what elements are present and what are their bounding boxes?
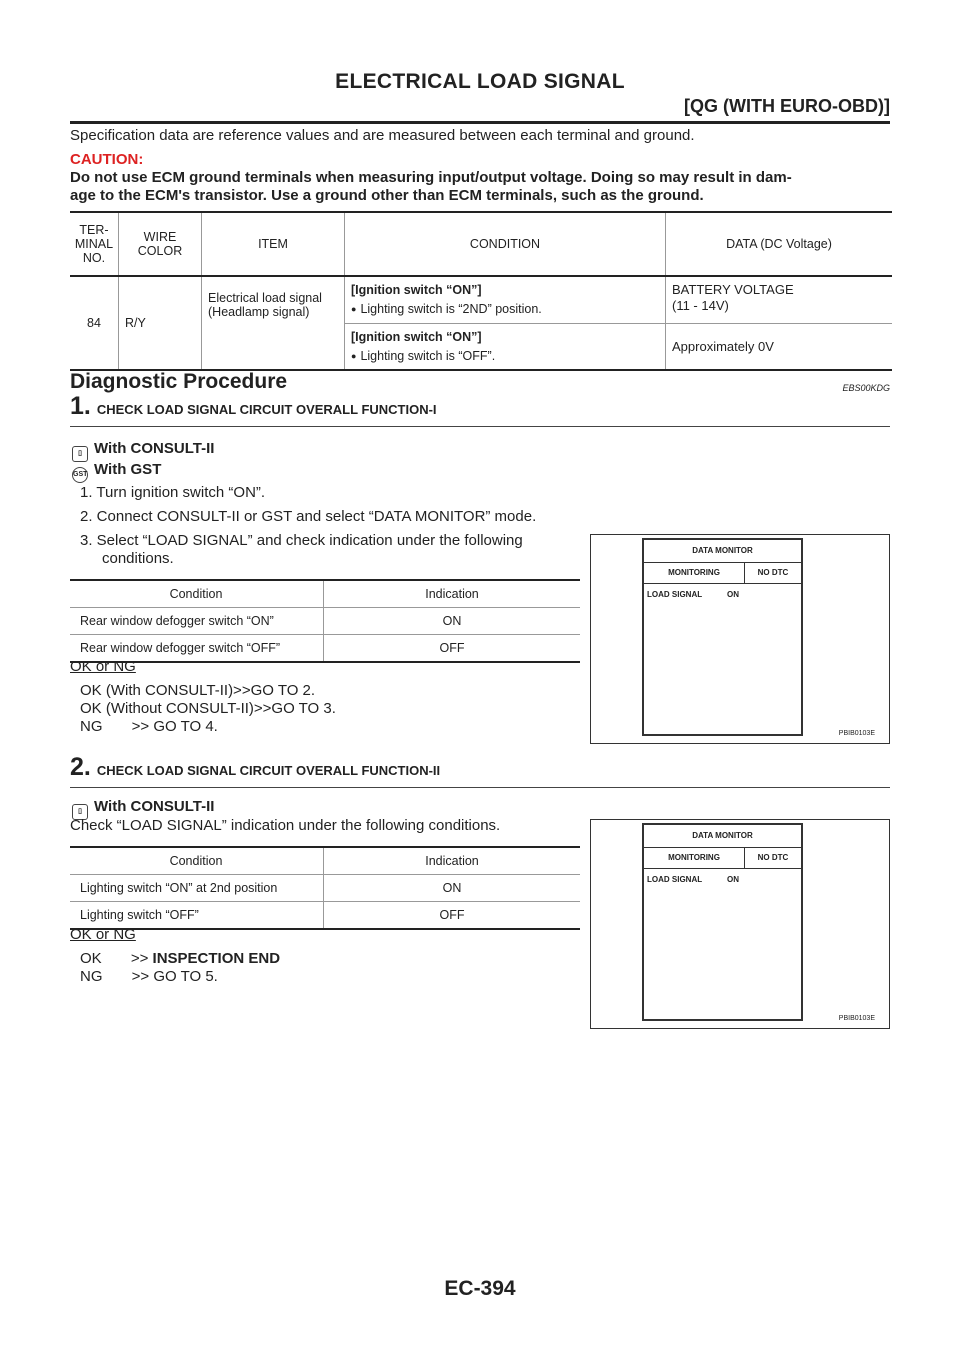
cell-wire: R/Y <box>119 276 202 370</box>
cell-condition-1 <box>345 276 666 323</box>
step1-result-2: OK (Without CONSULT-II)>>GO TO 3. <box>80 700 336 717</box>
caution-line-2: age to the ECM's transistor. Use a ground other than ECM terminals, such as the ground. <box>70 187 704 204</box>
section-code: EBS00KDG <box>842 383 890 393</box>
step1-mode-gst <box>72 461 161 483</box>
cell-data-1 <box>666 276 893 323</box>
data-monitor-screen <box>642 538 803 736</box>
th-terminal-l1: TER- <box>79 223 109 237</box>
step1-mode1-label: With CONSULT-II <box>94 440 215 457</box>
monitoring-label: MONITORING <box>668 568 720 577</box>
th-terminal-l3: NO. <box>82 251 106 265</box>
condition-cell: Lighting switch “OFF” <box>70 902 324 930</box>
screen-mode-row <box>644 563 801 584</box>
step2-condition-table <box>70 846 580 930</box>
indication-cell: ON <box>324 608 581 635</box>
step1-title: CHECK LOAD SIGNAL CIRCUIT OVERALL FUNCTION-I <box>96 402 437 417</box>
step1-result-1: OK (With CONSULT-II)>>GO TO 2. <box>80 682 316 699</box>
th-condition: Condition <box>70 847 324 875</box>
indication-cell: ON <box>324 875 581 902</box>
step2-rule <box>70 787 890 788</box>
step2-ok-prefix: OK >> <box>80 950 153 967</box>
header-rule <box>70 121 890 124</box>
th-terminal-l2: MINAL <box>74 237 114 251</box>
th-indication: Indication <box>324 847 581 875</box>
th-wire-l2: COLOR <box>137 244 183 258</box>
consult-icon: ▯ <box>72 446 88 462</box>
terminal-spec-table <box>70 211 892 371</box>
th-data: DATA (DC Voltage) <box>666 212 893 276</box>
screen-item-row <box>644 584 801 599</box>
step1-ok-ng: OK or NG <box>70 658 136 675</box>
th-item: ITEM <box>202 212 345 276</box>
data1-l2: (11 - 14V) <box>672 298 729 313</box>
cond1-bullet: ● Lighting switch is “2ND” position. <box>351 302 542 316</box>
cell-terminal: 84 <box>70 276 119 370</box>
item-value: ON <box>727 875 739 884</box>
page-number: EC-394 <box>444 1277 516 1300</box>
th-wire <box>119 212 202 276</box>
item-value: ON <box>727 590 739 599</box>
screen-title: DATA MONITOR <box>644 825 801 848</box>
step2-ok-action: INSPECTION END <box>152 950 281 967</box>
screen-item-row <box>644 869 801 884</box>
screen-mode-row <box>644 848 801 869</box>
data-monitor-screen <box>642 823 803 1021</box>
step2-ok-ng: OK or NG <box>70 926 136 943</box>
step2-result-ng: NG >> GO TO 5. <box>80 968 218 985</box>
step1-result-3: NG >> GO TO 4. <box>80 718 218 735</box>
cond1-head: [Ignition switch “ON”] <box>351 283 482 297</box>
th-condition: CONDITION <box>345 212 666 276</box>
step1-number: 1. <box>70 392 91 420</box>
th-terminal <box>70 212 119 276</box>
screen-title: DATA MONITOR <box>644 540 801 563</box>
step1-instr-3: 3. Select “LOAD SIGNAL” and check indication under the following <box>80 532 523 549</box>
indication-cell: OFF <box>324 902 581 930</box>
step1-mode2-label: With GST <box>94 461 162 478</box>
page-title: ELECTRICAL LOAD SIGNAL <box>335 70 625 93</box>
th-wire-l1: WIRE <box>143 230 177 244</box>
step2-heading <box>70 753 440 782</box>
consult-icon: ▯ <box>72 804 88 820</box>
step1-instr-1: 1. Turn ignition switch “ON”. <box>80 484 266 501</box>
item-l1: Electrical load signal <box>208 291 322 305</box>
th-condition: Condition <box>70 580 324 608</box>
no-dtc-label: NO DTC <box>744 848 801 868</box>
figure-code: PBIB0103E <box>838 1015 875 1022</box>
step1-condition-table <box>70 579 580 663</box>
condition-cell: Lighting switch “ON” at 2nd position <box>70 875 324 902</box>
caution-label: CAUTION: <box>70 151 144 168</box>
gst-icon: GST <box>72 467 88 483</box>
condition-cell: Rear window defogger switch “ON” <box>70 608 324 635</box>
caution-line-1: Do not use ECM ground terminals when measuring input/output voltage. Doing so may result in dam- <box>70 169 792 186</box>
step1-rule <box>70 426 890 427</box>
data1-l1: BATTERY VOLTAGE <box>672 282 794 297</box>
th-indication: Indication <box>324 580 581 608</box>
cell-condition-2 <box>345 323 666 370</box>
item-name: LOAD SIGNAL <box>647 875 703 884</box>
monitoring-label: MONITORING <box>668 853 720 862</box>
section-title: Diagnostic Procedure <box>70 370 288 393</box>
step2-title: CHECK LOAD SIGNAL CIRCUIT OVERALL FUNCTION-II <box>96 763 441 778</box>
page-subtitle: [QG (WITH EURO-OBD)] <box>684 96 890 116</box>
cell-data-2: Approximately 0V <box>666 323 893 370</box>
indication-cell: OFF <box>324 635 581 663</box>
cond2-head: [Ignition switch “ON”] <box>351 329 482 344</box>
cell-item <box>202 276 345 370</box>
step2-number: 2. <box>70 753 91 781</box>
step2-instruction: Check “LOAD SIGNAL” indication under the following conditions. <box>70 817 501 834</box>
step1-instr-2: 2. Connect CONSULT-II or GST and select “DATA MONITOR” mode. <box>80 508 537 525</box>
no-dtc-label: NO DTC <box>744 563 801 583</box>
item-name: LOAD SIGNAL <box>647 590 703 599</box>
step1-mode-consult <box>72 440 214 462</box>
step1-instr-3b: conditions. <box>102 550 174 567</box>
figure-code: PBIB0103E <box>838 730 875 737</box>
item-l2: (Headlamp signal) <box>208 305 310 319</box>
cond2-bullet: ● Lighting switch is “OFF”. <box>351 349 495 363</box>
data-monitor-figure-2 <box>590 819 890 1029</box>
step2-result-ok <box>80 950 280 968</box>
step2-mode1-label: With CONSULT-II <box>94 798 215 815</box>
intro-text: Specification data are reference values and are measured between each terminal and ground. <box>70 127 695 144</box>
data-monitor-figure-1 <box>590 534 890 744</box>
condition-cell: Rear window defogger switch “OFF” <box>70 635 324 663</box>
step1-heading <box>70 392 437 421</box>
